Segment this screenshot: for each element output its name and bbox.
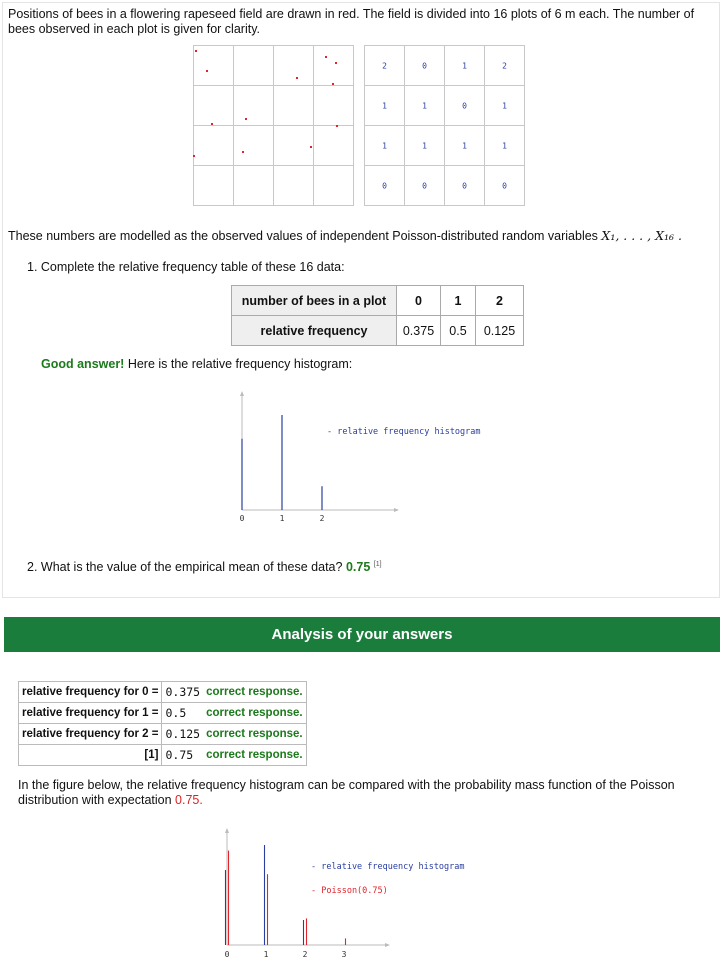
analysis-result: correct response. [203,724,306,745]
analysis-banner: Analysis of your answers [4,617,720,652]
freq-row1-label: number of bees in a plot [232,286,397,316]
y-axis-arrow [240,391,244,396]
plot-count: 1 [382,141,387,151]
plot-count: 0 [462,181,467,191]
hist-legend: - relative frequency histogram [327,427,481,437]
bee-field [193,45,355,206]
analysis-table [18,681,307,766]
analysis-label: [1] [19,745,162,766]
tick-label-3: 3 [341,950,347,959]
analysis-label: relative frequency for 1 = [19,703,162,724]
analysis-result: correct response. [203,703,306,724]
analysis-row [19,724,307,745]
model-math: X₁, . . . , X₁₆ . [601,228,682,243]
comparison-chart [210,823,490,961]
frequency-table [231,285,524,346]
intro-text: Positions of bees in a flowering rapeseed field are drawn in red. The field is divided into 16 plots of 6 m each. The number of bees observed in each plot is given for clarity. [8,7,695,36]
plot-count: 1 [462,61,467,71]
plot-count: 0 [462,101,467,111]
good-answer-message: Good answer! Here is the relative frequency histogram: [41,357,353,371]
plot-count: 2 [502,61,507,71]
analysis-value: 0.5 [162,703,203,724]
analysis-row [19,745,307,766]
analysis-value: 0.375 [162,682,203,703]
analysis-result: correct response. [203,745,306,766]
freq-answer-1[interactable]: 0.5 [441,316,476,346]
tick-label-0: 0 [224,950,230,959]
plot-count: 0 [422,181,427,191]
freq-value-0: 0 [397,286,441,316]
tick-label-2: 2 [319,514,325,523]
plot-count: 1 [422,141,427,151]
plot-count: 1 [382,101,387,111]
x-axis-arrow [394,508,399,512]
plot-count: 1 [422,101,427,111]
analysis-row [19,682,307,703]
tick-label-0: 0 [239,514,245,523]
comparison-text: In the figure below, the relative frequency histogram can be compared with the probability mass function of the Poisson distribution with expectation 0.75. [18,778,675,807]
plot-count: 1 [502,101,507,111]
analysis-row [19,703,307,724]
plot-count: 0 [382,181,387,191]
analysis-value: 0.125 [162,724,203,745]
legend-histogram: - relative frequency histogram [311,862,465,872]
plot-count: 0 [422,61,427,71]
plot-count: 0 [502,181,507,191]
freq-answer-0[interactable]: 0.375 [397,316,441,346]
question-2: 2. What is the value of the empirical mean of these data? 0.75 [1] [27,560,382,574]
counts-grid [364,45,526,206]
analysis-label: relative frequency for 0 = [19,682,162,703]
freq-value-1: 1 [441,286,476,316]
tick-label-1: 1 [263,950,269,959]
plot-count: 2 [382,61,387,71]
bee-dots [193,50,338,157]
freq-answer-2[interactable]: 0.125 [476,316,524,346]
freq-value-2: 2 [476,286,524,316]
analysis-result: correct response. [203,682,306,703]
legend-poisson: - Poisson(0.75) [311,886,388,896]
histogram-chart [225,388,490,528]
question-1: 1. Complete the relative frequency table of these 16 data: [27,260,345,274]
x-axis-arrow [385,943,390,947]
freq-row2-label: relative frequency [232,316,397,346]
mean-answer[interactable]: 0.75 [345,560,371,574]
plot-count: 1 [462,141,467,151]
answer-ref: [1] [373,560,382,568]
analysis-value: 0.75 [162,745,203,766]
expectation-value: 0.75. [175,793,203,807]
plot-count: 1 [502,141,507,151]
y-axis-arrow [225,828,229,833]
tick-label-2: 2 [302,950,308,959]
model-statement: These numbers are modelled as the observed values of independent Poisson-distributed random variables X₁, . . . , X₁₆ . [8,228,682,243]
analysis-label: relative frequency for 2 = [19,724,162,745]
tick-label-1: 1 [279,514,285,523]
